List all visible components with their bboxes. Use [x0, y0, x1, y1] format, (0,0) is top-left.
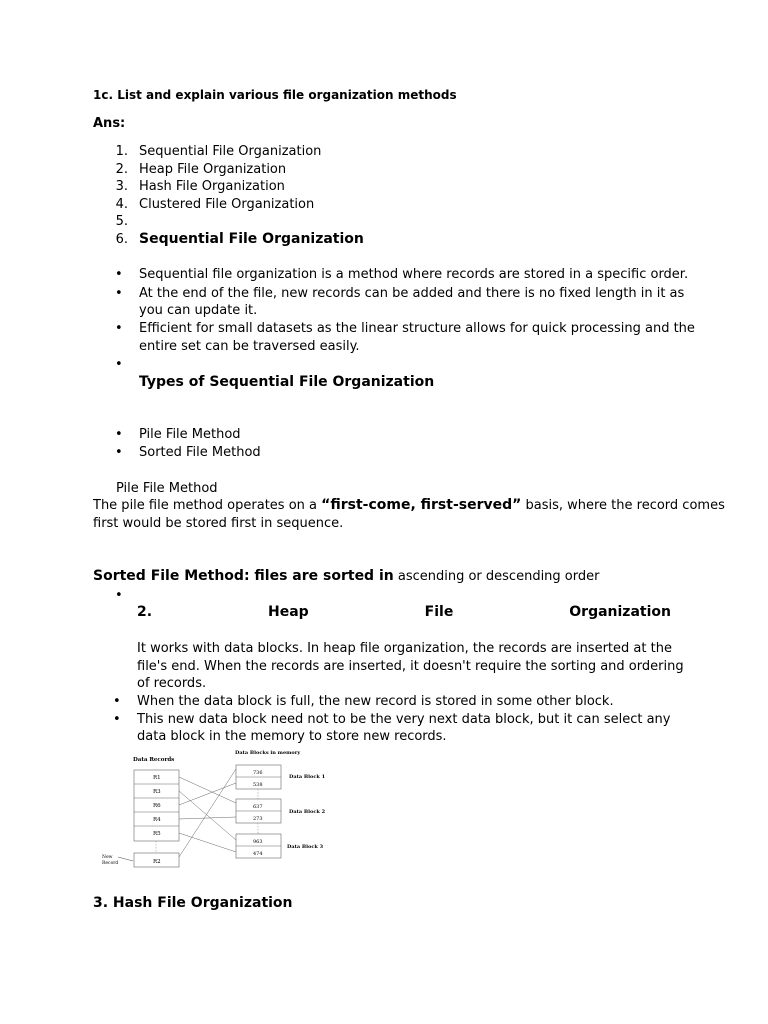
heap-point: This new data block need not to be the very next data block, but it can select any: [137, 712, 671, 727]
bullet-text: Efficient for small datasets as the linear structure allows for quick processing and the: [139, 321, 695, 336]
sorted-line: [93, 568, 599, 585]
bullet-icon: •: [115, 321, 123, 336]
mapping-arrow: [179, 769, 236, 857]
mapping-arrow: [179, 777, 236, 803]
bullet-icon: •: [115, 357, 123, 372]
list-number: 5.: [115, 214, 128, 229]
heap-point: When the data block is full, the new record is stored in some other block.: [137, 694, 614, 709]
memory-title: Data Blocks in memory: [235, 750, 301, 756]
type-item: Sorted File Method: [139, 445, 261, 460]
bullet-text: Sequential file organization is a method where records are stored in a specific order.: [139, 267, 689, 282]
types-heading: Types of Sequential File Organization: [139, 374, 435, 390]
question-heading: 1c. List and explain various file organization methods: [93, 88, 457, 102]
list-item: Hash File Organization: [139, 179, 285, 194]
block-label: Data Block 1: [289, 774, 326, 780]
list-item: Clustered File Organization: [139, 197, 315, 212]
heap-paragraph-line: file's end. When the records are inserted, it doesn't require the sorting and ordering: [137, 659, 684, 674]
heap-paragraph-line: It works with data blocks. In heap file organization, the records are inserted at the: [137, 641, 672, 656]
heap-heading-word: Heap: [268, 604, 309, 620]
list-number: 3.: [115, 179, 128, 194]
type-item: Pile File Method: [139, 427, 241, 442]
heap-heading: [137, 603, 671, 621]
records-title: Data Records: [133, 757, 175, 763]
heap-file-diagram: [100, 745, 330, 871]
block-value: 736: [253, 770, 263, 776]
new-record-value: R2: [153, 859, 161, 865]
list-item: Heap File Organization: [139, 162, 287, 177]
hash-heading: 3. Hash File Organization: [93, 895, 293, 911]
bullet-icon: •: [115, 588, 123, 603]
new-record-arrow: [118, 857, 133, 861]
heap-heading-word: 2.: [137, 604, 153, 620]
pile-paragraph-line2: first would be stored first in sequence.: [93, 516, 344, 531]
pile-heading: Pile File Method: [116, 481, 218, 496]
block-value: 538: [253, 782, 263, 788]
mapping-arrow: [179, 817, 236, 819]
sorted-bold: Sorted File Method: files are sorted in: [93, 568, 394, 584]
list-number: 1.: [115, 144, 128, 159]
bullet-icon: •: [113, 712, 121, 727]
bullet-text: entire set can be traversed easily.: [139, 339, 360, 354]
mapping-arrow: [179, 783, 236, 805]
list-number: 4.: [115, 197, 128, 212]
record-label: R1: [153, 775, 161, 781]
block-value: 637: [253, 804, 263, 810]
block-value: 474: [253, 851, 263, 857]
block-value: 963: [253, 839, 263, 845]
records-column: [102, 770, 179, 867]
new-record-label: Record: [102, 861, 119, 866]
bullet-icon: •: [115, 267, 123, 282]
bullet-text: you can update it.: [139, 303, 258, 318]
new-record-label: New: [102, 855, 113, 860]
list-number: 6.: [115, 232, 128, 247]
pile-emphasis: “first-come, first-served”: [321, 497, 522, 513]
list-number: 2.: [115, 162, 128, 177]
heap-heading-word: File: [424, 604, 454, 620]
blocks-column: [236, 765, 326, 858]
record-label: R4: [153, 817, 161, 823]
answer-label: Ans:: [93, 116, 126, 131]
bullet-text: At the end of the file, new records can be added and there is no fixed length in it as: [139, 286, 685, 301]
heap-point: data block in the memory to store new records.: [137, 729, 447, 744]
block-label: Data Block 3: [287, 844, 324, 850]
mapping-arrows: [179, 769, 236, 857]
record-label: R3: [153, 789, 161, 795]
bullet-icon: •: [115, 445, 123, 460]
heap-paragraph-line: of records.: [137, 676, 207, 691]
pile-text: basis, where the record comes: [521, 498, 725, 513]
bullet-icon: •: [115, 286, 123, 301]
block-label: Data Block 2: [289, 809, 326, 815]
record-label: R5: [153, 831, 161, 837]
heap-heading-word: Organization: [569, 604, 671, 620]
bullet-icon: •: [115, 427, 123, 442]
block-value: 273: [253, 816, 263, 822]
record-label: R6: [153, 803, 161, 809]
section-heading-sequential: Sequential File Organization: [139, 231, 364, 247]
pile-paragraph-line1: [93, 497, 725, 514]
bullet-icon: •: [113, 694, 121, 709]
mapping-arrow: [179, 833, 236, 852]
list-item: Sequential File Organization: [139, 144, 322, 159]
mapping-arrow: [179, 791, 236, 840]
pile-text: The pile file method operates on a: [93, 498, 322, 513]
sorted-text: ascending or descending order: [393, 569, 600, 584]
